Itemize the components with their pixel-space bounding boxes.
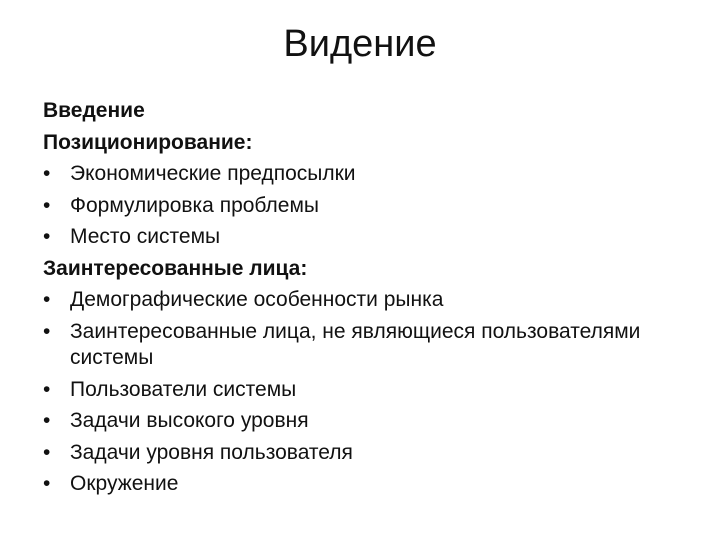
bullet-list-positioning	[43, 158, 683, 253]
bullet-item	[43, 190, 683, 222]
bullet-item	[43, 284, 683, 316]
slide-title: Видение	[283, 23, 437, 65]
bullet-item	[43, 158, 683, 190]
bullet-icon: •	[43, 319, 51, 343]
bullet-icon: •	[43, 225, 51, 248]
slide-body	[43, 95, 683, 500]
bullet-text: Пользователи системы	[70, 377, 297, 401]
bullet-text: Место системы	[70, 225, 221, 248]
section-heading-stakeholders: Заинтересованные лица:	[43, 256, 308, 280]
bullet-list-stakeholders	[43, 284, 683, 500]
bullet-item	[43, 405, 683, 437]
bullet-icon: •	[43, 162, 51, 185]
bullet-item	[43, 374, 683, 406]
bullet-icon: •	[43, 377, 51, 401]
bullet-text: Окружение	[70, 472, 179, 495]
bullet-icon: •	[43, 440, 51, 464]
bullet-item	[43, 468, 683, 500]
bullet-text: Заинтересованные лица, не являющиеся пользователями системы	[70, 319, 641, 369]
bullet-item	[43, 316, 683, 374]
bullet-text: Демографические особенности рынка	[70, 288, 444, 311]
section-heading-introduction: Введение	[43, 99, 145, 122]
bullet-item	[43, 437, 683, 469]
section-heading-positioning: Позиционирование:	[43, 130, 253, 154]
bullet-text: Задачи высокого уровня	[70, 409, 309, 432]
bullet-item	[43, 221, 683, 253]
bullet-text: Задачи уровня пользователя	[70, 440, 353, 464]
bullet-text: Формулировка проблемы	[70, 193, 319, 217]
bullet-icon: •	[43, 193, 51, 217]
bullet-text: Экономические предпосылки	[70, 162, 356, 185]
bullet-icon: •	[43, 288, 51, 311]
bullet-icon: •	[43, 409, 51, 432]
bullet-icon: •	[43, 472, 51, 495]
